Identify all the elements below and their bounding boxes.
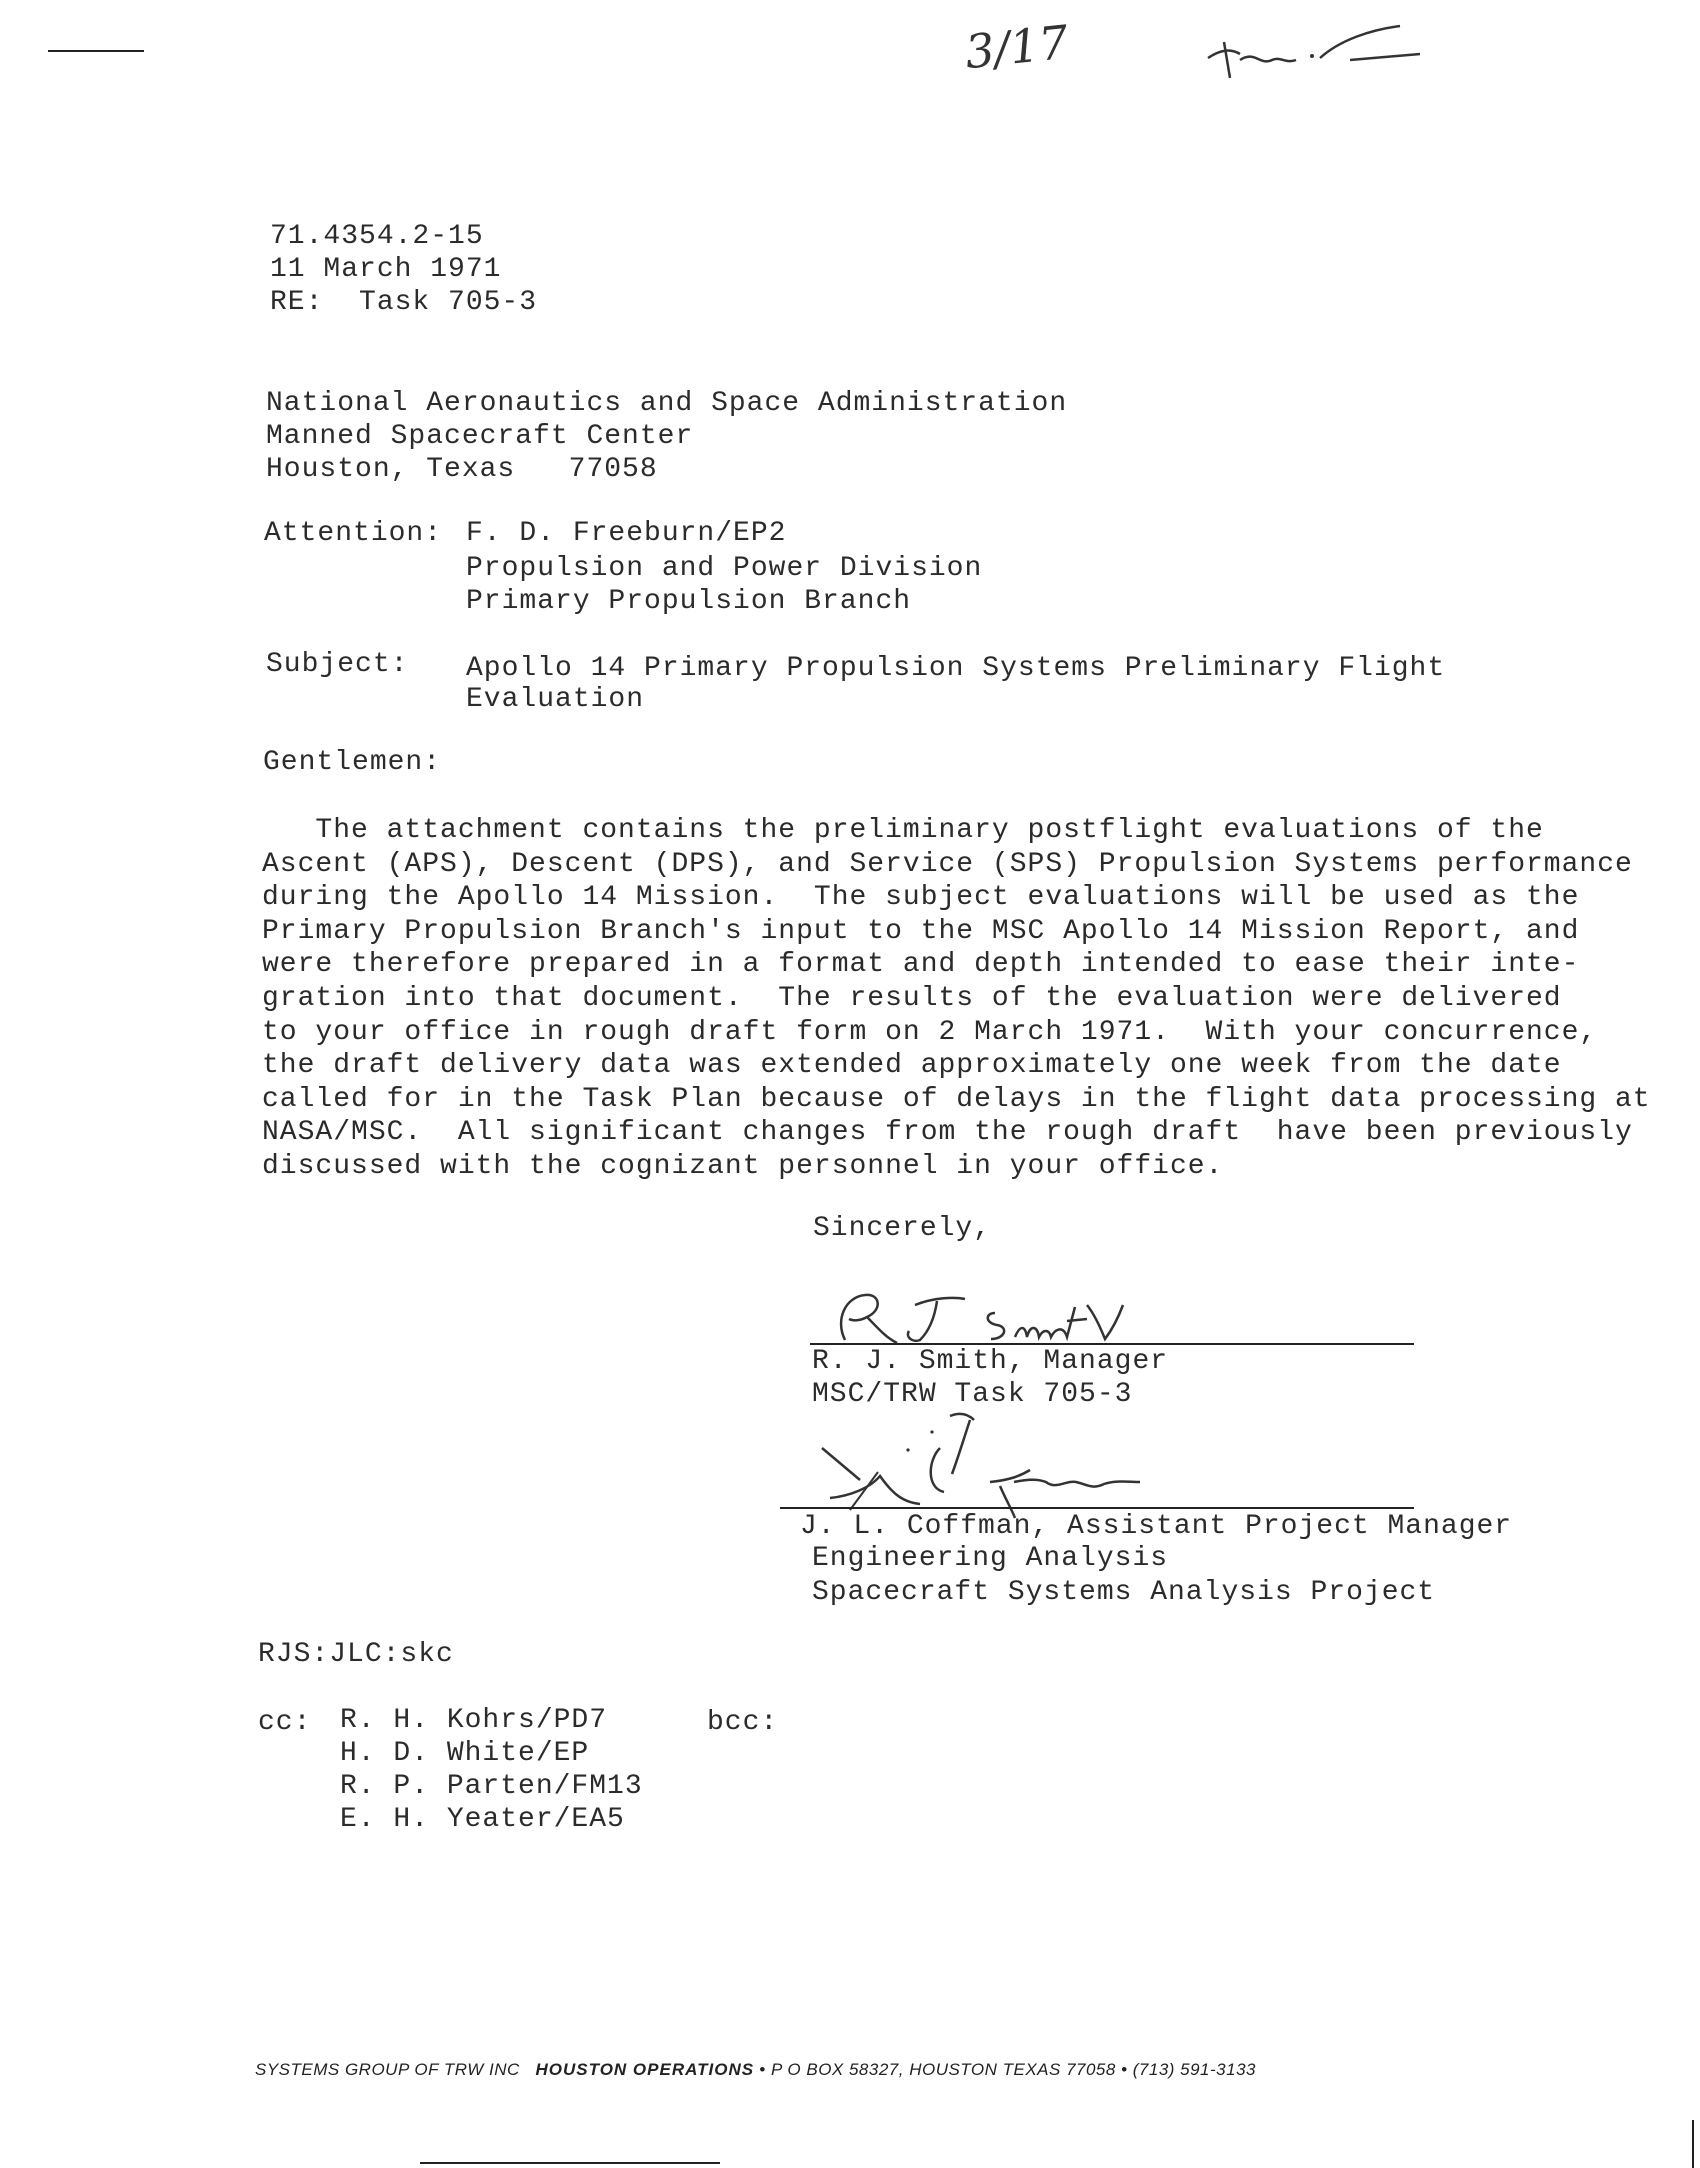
cc-label: cc: xyxy=(258,1707,312,1738)
signatory2-project: Spacecraft Systems Analysis Project xyxy=(812,1577,1436,1608)
reference-number: 71.4354.2-15 xyxy=(270,221,484,252)
footer-address: • P O BOX 58327, HOUSTON TEXAS 77058 • (713) 591-3133 xyxy=(759,2060,1256,2079)
reference-task: RE: Task 705-3 xyxy=(270,287,538,318)
recipient-line-3: Houston, Texas 77058 xyxy=(266,454,658,485)
signatory2-department: Engineering Analysis xyxy=(812,1543,1169,1574)
body-paragraph xyxy=(262,814,1651,1184)
footer-division: HOUSTON OPERATIONS xyxy=(535,2060,755,2079)
scan-artifact-line xyxy=(420,2162,720,2164)
signatory2-name: J. L. Coffman, Assistant Project Manager xyxy=(800,1511,1513,1542)
margin-mark xyxy=(48,50,144,52)
cc-name-3: R. P. Parten/FM13 xyxy=(340,1771,643,1802)
letterhead-footer xyxy=(255,2060,1256,2080)
body-line: called for in the Task Plan because of delays in the flight data processing at xyxy=(262,1083,1651,1115)
body-line: discussed with the cognizant personnel in your office. xyxy=(262,1150,1224,1182)
body-line: Ascent (APS), Descent (DPS), and Service (SPS) Propulsion Systems performance xyxy=(262,848,1633,880)
body-line: Primary Propulsion Branch's input to the MSC Apollo 14 Mission Report, and xyxy=(262,915,1580,947)
subject-line-1: Apollo 14 Primary Propulsion Systems Preliminary Flight xyxy=(466,653,1446,684)
scan-artifact-edge xyxy=(1692,2120,1694,2168)
subject-label: Subject: xyxy=(266,649,409,680)
body-line: NASA/MSC. All significant changes from the rough draft have been previously xyxy=(262,1117,1633,1149)
subject-line-2: Evaluation xyxy=(466,684,645,715)
attention-line-3: Primary Propulsion Branch xyxy=(466,586,912,617)
signature-line-2 xyxy=(780,1507,1414,1509)
cc-name-1: R. H. Kohrs/PD7 xyxy=(340,1705,608,1736)
body-line: The attachment contains the preliminary postflight evaluations of the xyxy=(262,815,1544,846)
attention-line-1: F. D. Freeburn/EP2 xyxy=(466,518,787,549)
recipient-line-1: National Aeronautics and Space Administration xyxy=(266,388,1068,419)
signature-coffman xyxy=(800,1410,1220,1520)
cc-name-2: H. D. White/EP xyxy=(340,1738,590,1769)
attention-line-2: Propulsion and Power Division xyxy=(466,553,983,584)
body-line: gration into that document. The results of the evaluation were delivered xyxy=(262,982,1562,1014)
footer-company: SYSTEMS GROUP OF TRW INC xyxy=(255,2060,520,2079)
cc-name-4: E. H. Yeater/EA5 xyxy=(340,1804,625,1835)
handwritten-initials-scribble xyxy=(1200,20,1430,80)
bcc-label: bcc: xyxy=(707,1707,779,1738)
signatory1-name: R. J. Smith, Manager xyxy=(812,1346,1169,1377)
body-line: during the Apollo 14 Mission. The subject evaluations will be used as the xyxy=(262,882,1580,914)
body-line: the draft delivery data was extended approximately one week from the date xyxy=(262,1050,1562,1082)
handwritten-date-note: 3/17 xyxy=(962,14,1071,80)
recipient-line-2: Manned Spacecraft Center xyxy=(266,421,694,452)
signatory1-title: MSC/TRW Task 705-3 xyxy=(812,1379,1133,1410)
body-line: to your office in rough draft form on 2 March 1971. With your concurrence, xyxy=(262,1016,1598,1048)
salutation: Gentlemen: xyxy=(263,747,442,778)
body-line: were therefore prepared in a format and depth intended to ease their inte- xyxy=(262,949,1580,981)
attention-label: Attention: xyxy=(264,518,443,549)
letter-date: 11 March 1971 xyxy=(270,254,502,285)
closing: Sincerely, xyxy=(813,1213,992,1244)
typist-initials: RJS:JLC:skc xyxy=(258,1639,454,1670)
